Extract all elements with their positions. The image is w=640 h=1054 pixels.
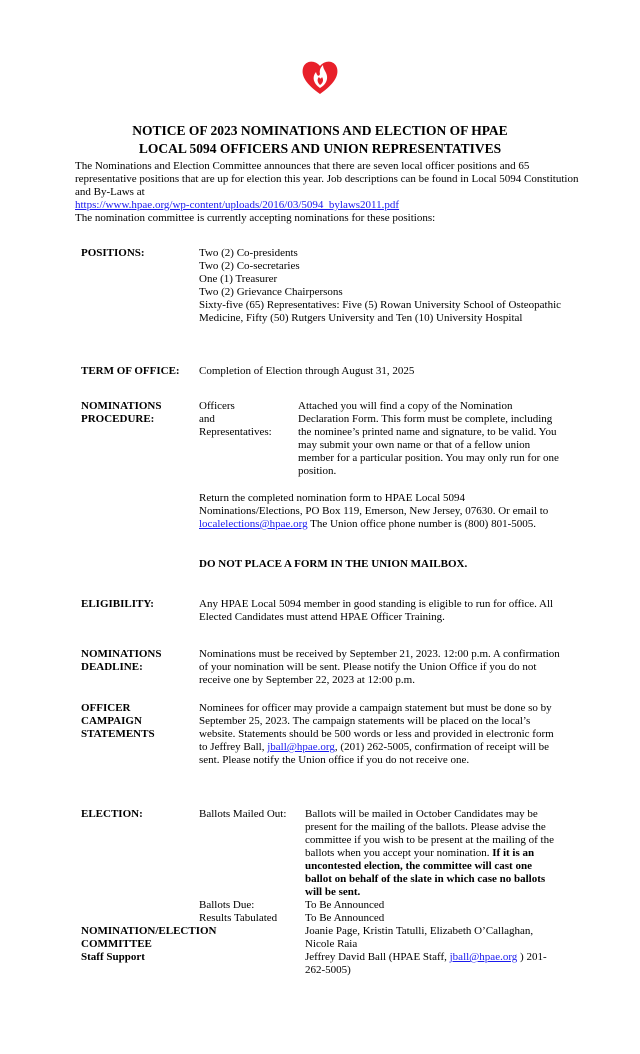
procedure-sublabel: [199, 400, 272, 439]
sublabel-officers: Officers: [199, 400, 235, 412]
campaign-label: [81, 702, 155, 741]
campaign-text-part-1: Nominees for officer may provide a campaign statement but must be done so by September 25, 2023. The campaign statements will be placed on the local’s website. Statements should be 500 words or less and provided in electronic form to Jeffrey Ball,: [199, 702, 554, 753]
staff-support-phone: ) 201-262-5005): [305, 951, 547, 976]
procedure-label: [81, 400, 161, 426]
term-text: Completion of Election through August 31, 2025: [199, 365, 415, 377]
staff-support-label: Staff Support: [81, 951, 145, 963]
election-label: ELECTION:: [81, 808, 143, 820]
results-tabulated-label: Results Tabulated: [199, 912, 278, 924]
procedure-label-line-2: PROCEDURE:: [81, 413, 155, 425]
list-item: One (1) Treasurer: [199, 273, 278, 285]
committee-label-line-2: COMMITTEE: [81, 938, 152, 950]
intro-paragraph: The Nominations and Election Committee announces that there are seven local officer positions and 65 representative positions that are up for election this year. Job descriptions can be found in Local 5094 Constitution and By-Laws at: [75, 160, 579, 198]
term-label: TERM OF OFFICE:: [81, 365, 180, 377]
list-item: Two (2) Co-presidents: [199, 247, 298, 259]
local-elections-email-link[interactable]: localelections@hpae.org: [199, 518, 308, 530]
return-phone-text: The Union office phone number is (800) 801-5005.: [307, 518, 537, 530]
results-tabulated-value: To Be Announced: [305, 912, 385, 924]
intro-block: [75, 160, 580, 225]
page-title-line-1: NOTICE OF 2023 NOMINATIONS AND ELECTION OF HPAE: [132, 123, 508, 138]
campaign-label-line-2: CAMPAIGN: [81, 715, 142, 727]
deadline-label-line-2: DEADLINE:: [81, 661, 143, 673]
mailbox-warning: DO NOT PLACE A FORM IN THE UNION MAILBOX.: [199, 558, 468, 570]
procedure-label-line-1: NOMINATIONS: [81, 400, 162, 412]
deadline-label-line-1: NOMINATIONS: [81, 648, 162, 660]
return-text: Return the completed nomination form to HPAE Local 5094 Nominations/Elections, PO Box 119, Emerson, New Jersey, 07630. Or email to: [199, 492, 549, 517]
committee-members: Joanie Page, Kristin Tatulli, Elizabeth O’Callaghan, Nicole Raia: [305, 925, 534, 950]
sublabel-and: and: [199, 413, 215, 425]
eligibility-label: ELIGIBILITY:: [81, 598, 154, 610]
committee-label-line-1: NOMINATION/ELECTION: [81, 925, 217, 937]
sublabel-representatives: Representatives:: [199, 426, 272, 438]
staff-support-text: [305, 951, 560, 977]
positions-label: POSITIONS:: [81, 247, 145, 259]
ballots-due-label: Ballots Due:: [199, 899, 255, 911]
campaign-label-line-3: STATEMENTS: [81, 728, 155, 740]
deadline-label: [81, 648, 161, 674]
staff-support-name: Jeffrey David Ball (HPAE Staff,: [305, 951, 450, 963]
jball-email-link[interactable]: jball@hpae.org: [267, 741, 335, 753]
return-instructions: [199, 492, 561, 531]
bylaws-link[interactable]: https://www.hpae.org/wp-content/uploads/2016/03/5094_bylaws2011.pdf: [75, 199, 400, 211]
staff-email-link[interactable]: jball@hpae.org: [449, 951, 518, 963]
intro-accepting-text: The nomination committee is currently accepting nominations for these positions:: [75, 212, 436, 224]
ballots-mailed-label: Ballots Mailed Out:: [199, 808, 287, 820]
campaign-text-part-2: , (201) 262-5005, confirmation of receipt will be sent. Please notify the Union office if you do not receive one.: [199, 741, 550, 766]
uncontested-election-note: If it is an uncontested election, the committee will cast one ballot on behalf of the slate in which case no ballots will be sent.: [305, 847, 546, 898]
list-item: Two (2) Co-secretaries: [199, 260, 300, 272]
procedure-text: Attached you will find a copy of the Nomination Declaration Form. This form must be complete, including the nominee’s printed name and signature, to be valid. You may submit your own name or that of a fellow union member for a particular position. You may only run for one position.: [298, 400, 559, 477]
ballots-due-value: To Be Announced: [305, 899, 385, 911]
hpae-heart-logo-icon: [300, 57, 340, 97]
deadline-text: Nominations must be received by September 21, 2023. 12:00 p.m. A confirmation of your nomination will be sent. Please notify the Union Office if you do not receive one by September 22, 2023 at 12:00 p.m.: [199, 648, 560, 686]
campaign-label-line-1: OFFICER: [81, 702, 131, 714]
page-title-line-2: LOCAL 5094 OFFICERS AND UNION REPRESENTATIVES: [138, 141, 502, 156]
list-item: Two (2) Grievance Chairpersons: [199, 286, 343, 298]
committee-label: [81, 925, 216, 951]
eligibility-text: Any HPAE Local 5094 member in good standing is eligible to run for office. All Elected Candidates must attend HPAE Officer Training.: [199, 598, 554, 623]
list-item: Sixty-five (65) Representatives: Five (5) Rowan University School of Osteopathic Medicine, Fifty (50) Rutgers University and Ten (10) University Hospital: [199, 299, 562, 324]
ballots-mailed-body: Ballots will be mailed in October Candidates may be present for the mailing of the ballots. Please advise the committee if you wish to be present at the mailing of the ballots when you accept your nomination.: [305, 808, 554, 859]
ballots-mailed-text: [305, 808, 560, 899]
positions-list: [199, 247, 564, 325]
campaign-text: [199, 702, 561, 767]
